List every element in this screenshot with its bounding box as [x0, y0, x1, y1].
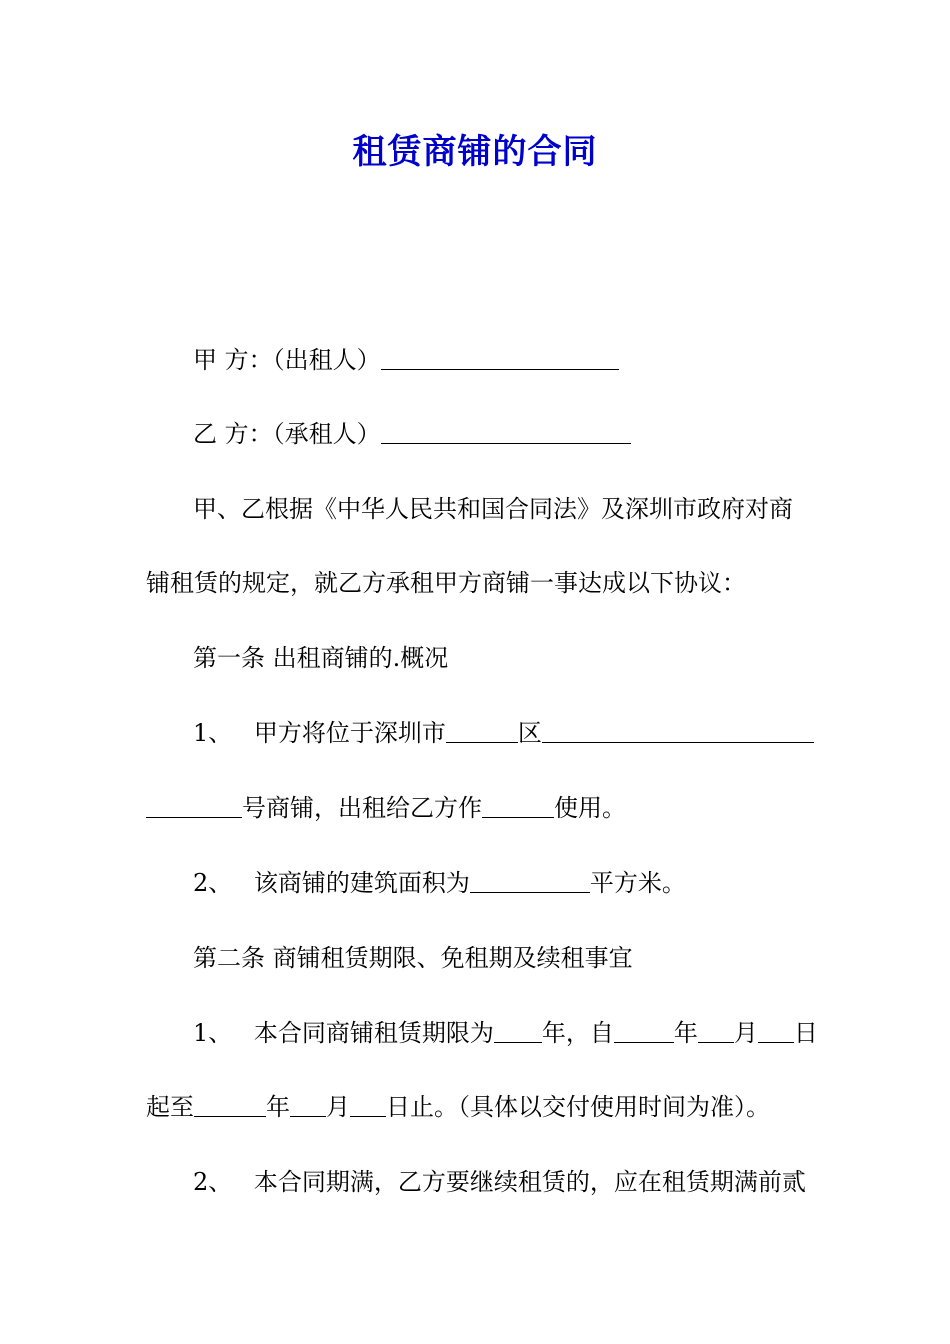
- end-day-blank: [350, 1115, 386, 1117]
- item-number: 1、: [193, 1019, 233, 1047]
- item-text: 本合同期满，乙方要继续租赁的，应在租赁期满前贰: [253, 1168, 806, 1196]
- item-text: 年: [266, 1093, 290, 1121]
- district-blank: [446, 741, 518, 743]
- party-b-blank: [381, 442, 631, 444]
- usage-blank: [482, 816, 554, 818]
- preamble-line-2: 铺租赁的规定，就乙方承租甲方商铺一事达成以下协议：: [146, 569, 746, 597]
- article-2-heading: 第二条 商铺租赁期限、免租期及续租事宜: [193, 944, 633, 972]
- shop-number-blank: [146, 816, 242, 818]
- article-1-item-1-line-1: [193, 715, 814, 751]
- party-a-blank: [381, 368, 619, 370]
- item-text: 平方米。: [589, 869, 686, 897]
- party-a-line: [193, 342, 619, 378]
- party-a-label: 甲 方：（出租人）: [193, 346, 381, 374]
- article-1-item-1-line-2: [146, 790, 626, 826]
- end-month-blank: [290, 1115, 326, 1117]
- item-text: 月: [326, 1093, 350, 1121]
- item-text: 起至: [146, 1093, 194, 1121]
- item-number: 2、: [193, 1168, 233, 1196]
- article-1-item-2: [193, 865, 686, 901]
- start-day-blank: [758, 1041, 794, 1043]
- item-text: 月: [733, 1019, 758, 1047]
- preamble-line-1: 甲、乙根据《中华人民共和国合同法》及深圳市政府对商: [193, 495, 793, 523]
- article-2-item-1-line-2: [146, 1089, 770, 1125]
- start-month-blank: [698, 1041, 734, 1043]
- item-text: 年: [673, 1019, 698, 1047]
- end-year-blank: [194, 1115, 266, 1117]
- party-b-line: [193, 416, 631, 452]
- item-text: 年，自: [541, 1019, 614, 1047]
- item-text: 区: [517, 719, 542, 747]
- item-number: 1、: [193, 719, 233, 747]
- item-text: 日止。（具体以交付使用时间为准）。: [386, 1093, 770, 1121]
- area-blank: [470, 891, 590, 893]
- item-text: 号商铺，出租给乙方作: [242, 794, 482, 822]
- party-b-label: 乙 方：（承租人）: [193, 420, 381, 448]
- start-year-blank: [614, 1041, 674, 1043]
- document-title: 租赁商铺的合同: [352, 132, 598, 172]
- article-2-item-2-line-1: [193, 1164, 806, 1200]
- item-text: 甲方将位于深圳市: [253, 719, 446, 747]
- item-text: 本合同商铺租赁期限为: [253, 1019, 494, 1047]
- article-2-item-1-line-1: [193, 1015, 818, 1051]
- item-text: 该商铺的建筑面积为: [253, 869, 470, 897]
- address-blank: [542, 741, 814, 743]
- term-years-blank: [494, 1041, 542, 1043]
- article-1-heading: 第一条 出租商铺的.概况: [193, 644, 449, 672]
- item-number: 2、: [193, 869, 233, 897]
- item-text: 日: [793, 1019, 818, 1047]
- item-text: 使用。: [554, 794, 626, 822]
